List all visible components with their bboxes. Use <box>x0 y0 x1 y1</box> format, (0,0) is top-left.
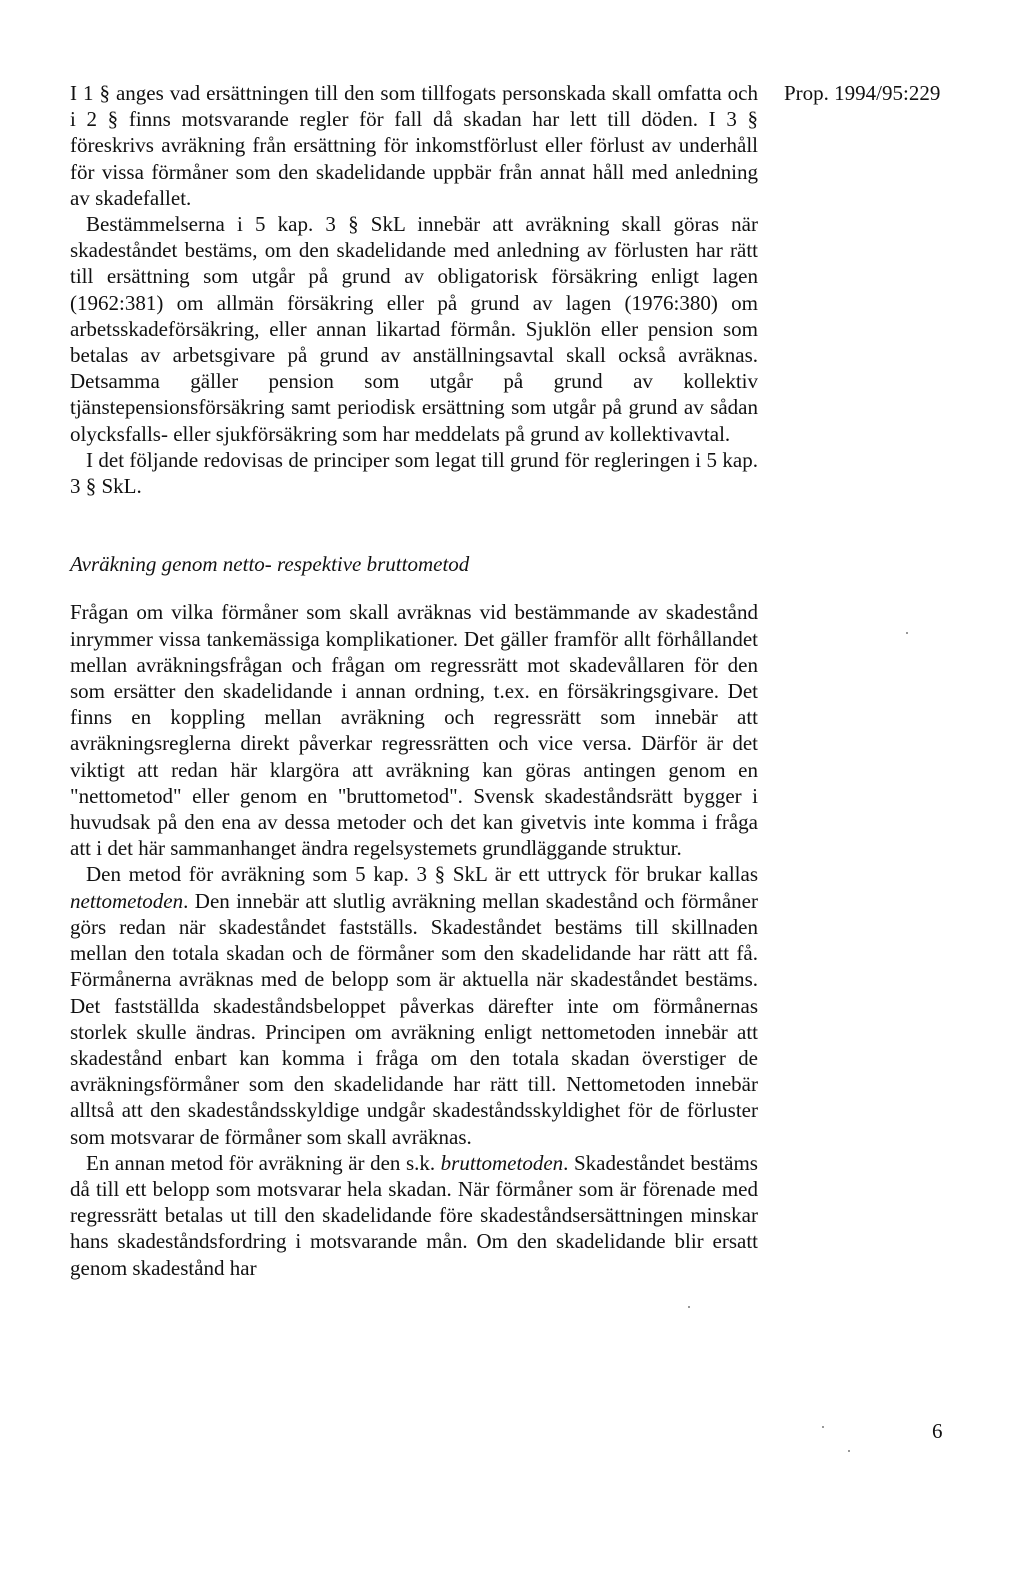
scan-speck <box>822 1426 824 1428</box>
paragraph-netto-method <box>70 861 758 1149</box>
page-number: 6 <box>932 1419 943 1443</box>
paragraph-provisions: Bestämmelserna i 5 kap. 3 § SkL innebär att avräkning skall göras när skadeståndet bestäms, om den skadelidande med anledning av förlusten har rätt till ersättning som utgår på grund av obligatorisk försäkring enligt lagen (1962:381) om allmän försäkring eller på grund av lagen (1976:380) om arbetsskadeförsäkring, eller annan likartad förmån. Sjuklön eller pension som betalas av arbetsgivare på grund av anställningsavtal skall också avräknas. Detsamma gäller pension som utgår på grund av kollektiv tjänstepensionsförsäkring samt periodisk ersättning som utgår på grund av sådan olycksfalls- eller sjukförsäkring som har meddelats på grund av kollektivavtal. <box>70 212 758 446</box>
proposition-reference: Prop. 1994/95:229 <box>784 81 941 105</box>
brutto-text-before: En annan metod för avräkning är den s.k. <box>86 1150 441 1175</box>
scan-speck <box>848 1450 850 1452</box>
scan-speck <box>906 632 908 634</box>
netto-term: nettometoden <box>70 888 184 913</box>
paragraph-brutto-method <box>70 1150 758 1281</box>
paragraph-complications: Frågan om vilka förmåner som skall avräknas vid bestämmande av skadestånd inrymmer vissa tankemässiga komplikationer. Det gäller framför allt förhållandet mellan avräkningsfrågan och frågan om regressrätt mot skadevållaren för den som ersätter den skadelidande i annan ordning, t.ex. en försäkringsgivare. Det finns en koppling mellan avräkning och regressrätt som innebär att avräkningsreglerna direkt påverkar regressrätten och vice versa. Därför är det viktigt att redan här klargöra att avräkning kan göras antingen genom en "nettometod" eller genom en "bruttometod". Svensk skadeståndsrätt bygger i huvudsak på den ena av dessa metoder och det kan givetvis inte komma i fråga att i det här sammanhanget ändra regelsystemets grundläggande struktur. <box>70 600 758 861</box>
brutto-text-after: . Skadeståndet bestäms då till ett belopp som motsvarar hela skadan. När förmåner som är förenade med regressrätt betalas ut till den skadelidande före skadeståndsersättningen minskar hans skadeståndsfordring i motsvarande mån. Om den skadelidande blir ersatt genom skadestånd har <box>70 1150 758 1280</box>
body-text-column <box>70 80 758 1281</box>
netto-text-after: . Den innebär att slutlig avräkning mellan skadestånd och förmåner görs redan när skadeståndet fastställs. Skadeståndet bestäms till skillnaden mellan den totala skadan och de förmåner som den skadelidande har rätt att få. Förmånerna avräknas med de belopp som är aktuella när skadeståndet bestäms. Det fastställda skadeståndsbeloppet påverkas därefter inte om förmånernas storlek skulle ändras. Principen om avräkning enligt nettometoden innebär att skadestånd enbart kan komma i fråga om den totala skadan överstiger de avräkningsförmåner som den skadelidande har rätt till. Nettometoden innebär alltså att den skadeståndsskyldige undgår skadeståndsskyldighet för de förluster som motsvarar de förmåner som skall avräknas. <box>70 888 758 1149</box>
netto-text-before: Den metod för avräkning som 5 kap. 3 § SkL är ett uttryck för brukar kallas <box>86 862 758 887</box>
paragraph-principles: I det följande redovisas de principer som legat till grund för regleringen i 5 kap. 3 § SkL. <box>70 447 758 499</box>
paragraph-intro: I 1 § anges vad ersättningen till den som tillfogats personskada skall omfatta och i 2 § finns motsvarande regler för fall då skadan har lett till döden. I 3 § föreskrivs avräkning från ersättning för inkomstförlust eller förlust av underhåll för vissa förmåner som den skadelidande uppbär från annat håll med anledning av skadefallet. <box>70 81 758 210</box>
scan-speck <box>688 1306 690 1308</box>
brutto-term: bruttometoden <box>440 1150 564 1175</box>
section-heading: Avräkning genom netto- respektive bruttometod <box>70 552 470 577</box>
